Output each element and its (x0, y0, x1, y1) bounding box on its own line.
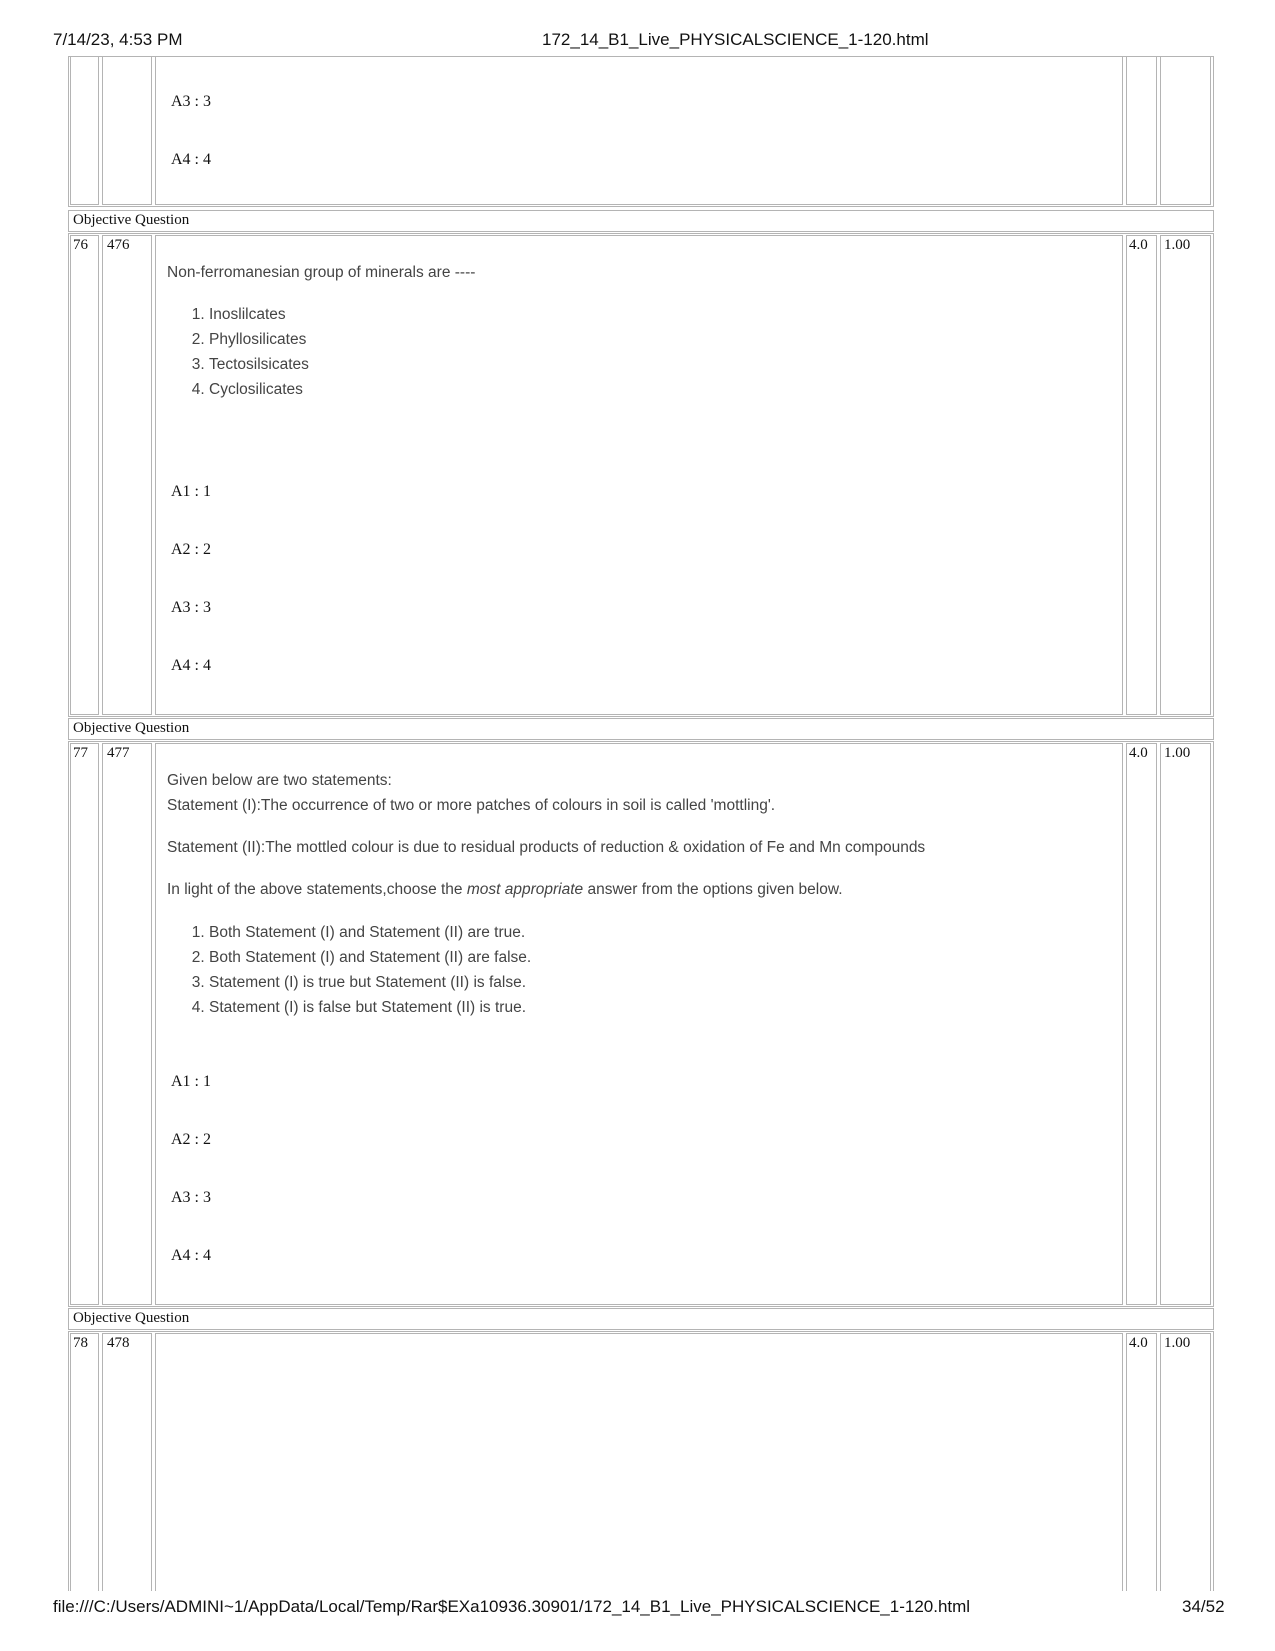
choice-list (167, 920, 531, 1020)
sno-cell (70, 235, 99, 715)
negative-marks-cell (1160, 743, 1211, 1305)
marks-cell (1126, 743, 1157, 1305)
prev-negative-cell (1160, 56, 1211, 205)
prev-sno-cell (70, 56, 99, 205)
print-datetime: 7/14/23, 4:53 PM (53, 30, 183, 49)
prev-qid-cell (102, 56, 152, 205)
marks-cell (1126, 1333, 1157, 1591)
question-sno: 78 (73, 1335, 88, 1351)
question-marks: 4.0 (1129, 237, 1148, 253)
question-cell (155, 1333, 1123, 1591)
question-type-label: Objective Question (73, 720, 190, 736)
prev-option-a3: A3 : 3 (171, 93, 211, 110)
qid-cell (102, 743, 152, 1305)
choice-item: 3. Tectosilsicates (209, 352, 309, 377)
prompt-emphasis: most appropriate (466, 881, 584, 898)
choice-item: 2. Both Statement (I) and Statement (II) are false. (209, 945, 531, 970)
marks-cell (1126, 235, 1157, 715)
option-a1: A1 : 1 (171, 483, 211, 500)
option-a2: A2 : 2 (171, 541, 211, 558)
print-page-title: 172_14_B1_Live_PHYSICALSCIENCE_1-120.html (542, 30, 929, 49)
prev-question-cell (155, 56, 1123, 205)
question-negative-marks: 1.00 (1164, 237, 1191, 253)
choice-item: 3. Statement (I) is true but Statement (II) is false. (209, 970, 531, 995)
question-marks: 4.0 (1129, 745, 1148, 761)
choice-item: 4. Cyclosilicates (209, 377, 309, 402)
question-negative-marks: 1.00 (1164, 1335, 1191, 1351)
question-type-bar (68, 1308, 1214, 1330)
question-prompt (167, 881, 843, 899)
question-type-bar (68, 718, 1214, 740)
prompt-text-before: In light of the above statements,choose the (167, 881, 467, 898)
question-type-label: Objective Question (73, 1310, 190, 1326)
question-id: 477 (107, 745, 130, 761)
choice-item: 2. Phyllosilicates (209, 327, 309, 352)
statement-one: Statement (I):The occurrence of two or more patches of colours in soil is called 'mottling'. (167, 797, 776, 814)
question-sno: 77 (73, 745, 88, 761)
option-a4: A4 : 4 (171, 1247, 211, 1264)
question-id: 478 (107, 1335, 130, 1351)
question-text: Non-ferromanesian group of minerals are ---- (167, 264, 476, 281)
choice-item: 4. Statement (I) is false but Statement (II) is true. (209, 995, 531, 1020)
option-a3: A3 : 3 (171, 1189, 211, 1206)
question-cell (155, 743, 1123, 1305)
prompt-text-after: answer from the options given below. (583, 881, 843, 898)
sno-cell (70, 743, 99, 1305)
prev-marks-cell (1126, 56, 1157, 205)
negative-marks-cell (1160, 235, 1211, 715)
choice-list (167, 302, 309, 402)
option-a1: A1 : 1 (171, 1073, 211, 1090)
option-a2: A2 : 2 (171, 1131, 211, 1148)
statement-two: Statement (II):The mottled colour is due to residual products of reduction & oxidation of Fe and Mn compounds (167, 839, 926, 856)
question-id: 476 (107, 237, 130, 253)
sno-cell (70, 1333, 99, 1591)
choice-item: 1. Both Statement (I) and Statement (II) are true. (209, 920, 531, 945)
choice-item: 1. Inoslilcates (209, 302, 309, 327)
negative-marks-cell (1160, 1333, 1211, 1591)
question-negative-marks: 1.00 (1164, 745, 1191, 761)
print-page-indicator: 34/52 (1182, 1597, 1225, 1616)
question-type-bar (68, 210, 1214, 232)
question-intro: Given below are two statements: (167, 772, 392, 789)
question-type-label: Objective Question (73, 212, 190, 228)
qid-cell (102, 235, 152, 715)
question-marks: 4.0 (1129, 1335, 1148, 1351)
question-sno: 76 (73, 237, 88, 253)
option-a3: A3 : 3 (171, 599, 211, 616)
prev-option-a4: A4 : 4 (171, 151, 211, 168)
qid-cell (102, 1333, 152, 1591)
option-a4: A4 : 4 (171, 657, 211, 674)
print-file-url: file:///C:/Users/ADMINI~1/AppData/Local/Temp/Rar$EXa10936.30901/172_14_B1_Live_PHYSICALSCIENCE_1-120.html (53, 1597, 971, 1616)
